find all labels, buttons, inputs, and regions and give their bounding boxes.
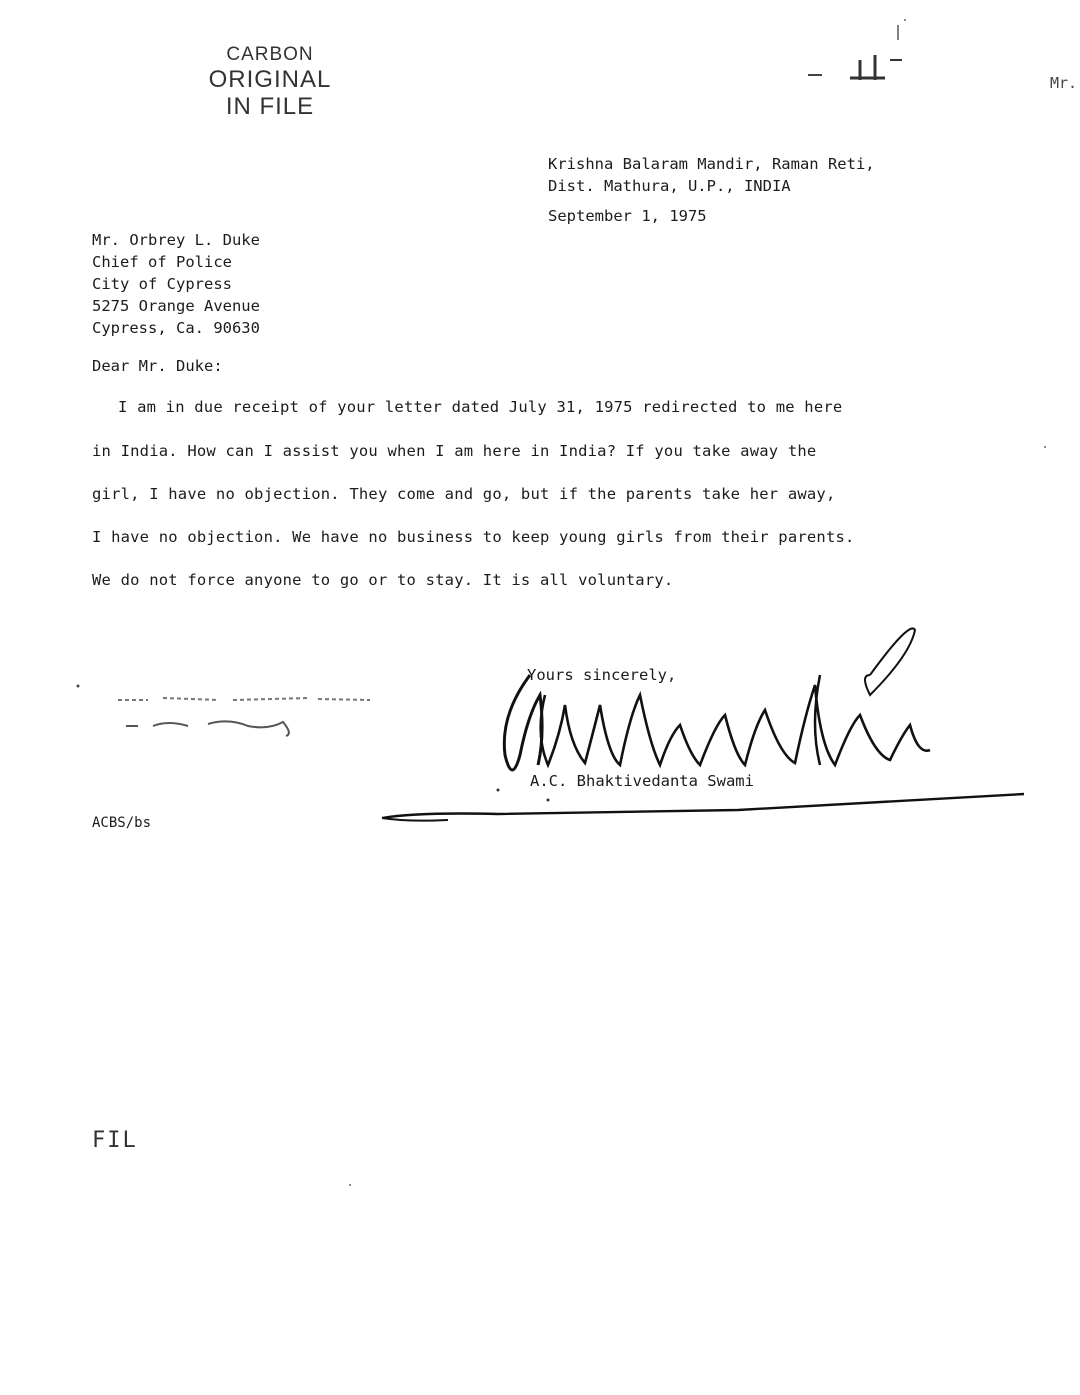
body-line-5: We do not force anyone to go or to stay. It is all voluntary. <box>92 571 674 589</box>
sender-line-1: Krishna Balaram Mandir, Raman Reti, <box>548 155 875 173</box>
recipient-line-1: Mr. Orbrey L. Duke <box>92 231 260 249</box>
recipient-line-3: City of Cypress <box>92 275 232 293</box>
scan-artifact-right-text: Mr. <box>1050 74 1078 92</box>
sender-line-2: Dist. Mathura, U.P., INDIA <box>548 177 791 195</box>
stamp-line-1: CARBON <box>226 44 314 65</box>
recipient-line-5: Cypress, Ca. 90630 <box>92 319 260 337</box>
letter-date: September 1, 1975 <box>548 207 707 225</box>
scan-artifact-bottom: FIL <box>92 1128 138 1153</box>
stamp-line-3: IN FILE <box>225 93 315 121</box>
stamp-line-2: ORIGINAL <box>208 65 332 93</box>
body-line-3: girl, I have no objection. They come and go, but if the parents take her away, <box>92 485 836 503</box>
body-line-1: I am in due receipt of your letter dated July 31, 1975 redirected to me here <box>118 398 843 416</box>
recipient-line-2: Chief of Police <box>92 253 232 271</box>
recipient-line-4: 5275 Orange Avenue <box>92 297 260 315</box>
closing: Yours sincerely, <box>527 666 677 684</box>
typist-initials: ACBS/bs <box>92 815 152 831</box>
body-line-2: in India. How can I assist you when I am here in India? If you take away the <box>92 442 817 460</box>
salutation: Dear Mr. Duke: <box>92 357 223 375</box>
signatory-name: A.C. Bhaktivedanta Swami <box>530 772 754 790</box>
body-line-4: I have no objection. We have no business to keep young girls from their parents. <box>92 528 855 546</box>
